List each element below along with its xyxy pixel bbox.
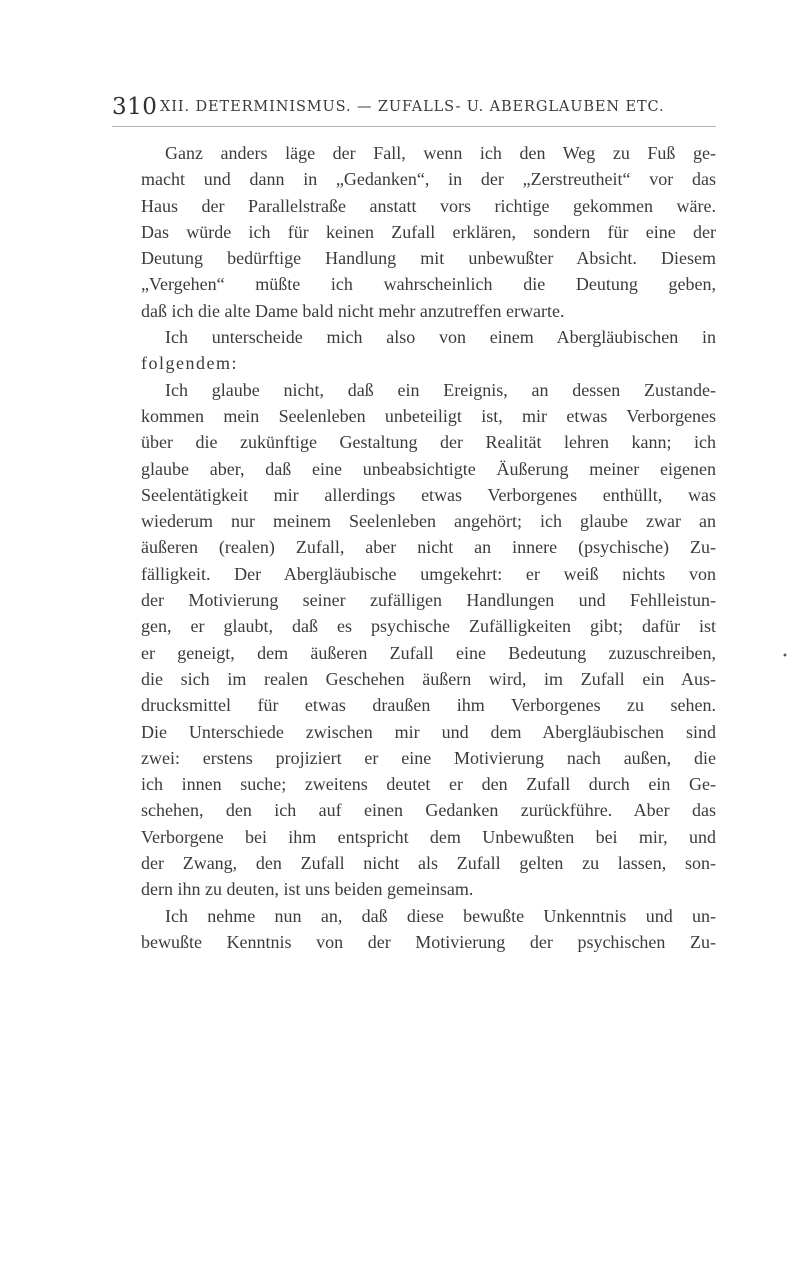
text-line: kommen mein Seelenleben unbeteiligt ist, mir etwas Verborgenes xyxy=(141,405,716,426)
text-line: Ich unterscheide mich also von einem Abergläubischen in xyxy=(165,327,716,348)
text-line: folgendem: xyxy=(141,353,238,374)
text-line: Die Unterschiede zwischen mir und dem Abergläubischen sind xyxy=(141,721,716,742)
header-rule xyxy=(112,126,716,127)
text-line: er geneigt, dem äußeren Zufall eine Bedeutung zuzuschreiben, xyxy=(141,642,716,663)
text-line: bewußte Kenntnis von der Motivierung der psychischen Zu- xyxy=(141,931,716,952)
text-line: Verborgene bei ihm entspricht dem Unbewußten bei mir, und xyxy=(141,826,716,847)
text-line: fälligkeit. Der Abergläubische umgekehrt: er weiß nichts von xyxy=(141,563,716,584)
text-line: wiederum nur meinem Seelenleben angehört; ich glaube zwar an xyxy=(141,511,716,532)
margin-mark: • xyxy=(782,651,788,662)
text-line: Seelentätigkeit mir allerdings etwas Verborgenes enthüllt, was xyxy=(141,484,716,505)
text-line: Ganz anders läge der Fall, wenn ich den Weg zu Fuß ge- xyxy=(165,143,716,163)
body-text xyxy=(141,140,716,955)
text-line: die sich im realen Geschehen äußern wird, im Zufall ein Aus- xyxy=(141,668,716,689)
page-number: 310 xyxy=(112,94,158,120)
text-line: zwei: erstens projiziert er eine Motivierung nach außen, die xyxy=(141,747,716,768)
text-line: daß ich die alte Dame bald nicht mehr anzutreffen erwarte. xyxy=(141,300,565,321)
text-line: drucksmittel für etwas draußen ihm Verborgenes zu sehen. xyxy=(141,695,716,716)
text-line: macht und dann in „Gedanken“, in der „Zerstreutheit“ vor das xyxy=(141,169,716,190)
text-line: dern ihn zu deuten, ist uns beiden gemeinsam. xyxy=(141,879,474,900)
text-line: gen, er glaubt, daß es psychische Zufälligkeiten gibt; dafür ist xyxy=(141,616,716,637)
text-line: Ich glaube nicht, daß ein Ereignis, an dessen Zustande- xyxy=(165,379,716,400)
text-line: der Zwang, den Zufall nicht als Zufall gelten zu lassen, son- xyxy=(141,853,716,874)
text-line: glaube aber, daß eine unbeabsichtigte Äußerung meiner eigenen xyxy=(141,458,716,479)
page-header xyxy=(112,94,716,122)
text-line: über die zukünftige Gestaltung der Realität lehren kann; ich xyxy=(141,432,716,453)
text-line: „Vergehen“ müßte ich wahrscheinlich die Deutung geben, xyxy=(141,274,716,295)
text-line: ich innen suche; zweitens deutet er den Zufall durch ein Ge- xyxy=(141,774,716,795)
text-line: Haus der Parallelstraße anstatt vors richtige gekommen wäre. xyxy=(141,195,716,216)
text-line: Das würde ich für keinen Zufall erklären, sondern für eine der xyxy=(141,221,716,242)
text-line: der Motivierung seiner zufälligen Handlungen und Fehlleistun- xyxy=(141,590,716,611)
text-line: Ich nehme nun an, daß diese bewußte Unkenntnis und un- xyxy=(165,905,716,926)
text-line: schehen, den ich auf einen Gedanken zurückführe. Aber das xyxy=(141,800,716,821)
text-line: Deutung bedürftige Handlung mit unbewußter Absicht. Diesem xyxy=(141,248,716,269)
text-line: äußeren (realen) Zufall, aber nicht an innere (psychische) Zu- xyxy=(141,537,716,558)
running-head: XII. DETERMINISMUS. — ZUFALLS- U. ABERGLAUBEN ETC. xyxy=(160,99,665,115)
